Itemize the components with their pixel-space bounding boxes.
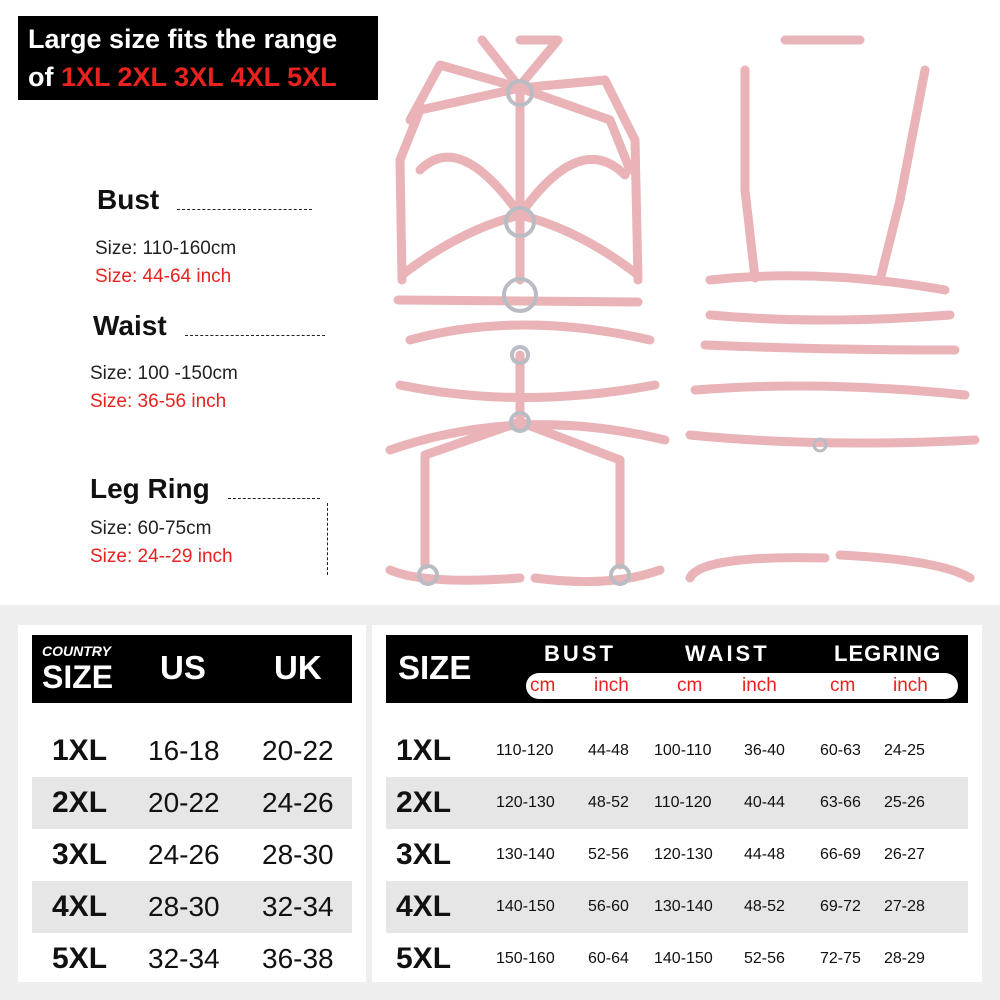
bust-cm-cell: 120-130	[496, 794, 555, 811]
leg-ring-vertical-dash	[327, 503, 328, 575]
us-size-cell: 32-34	[148, 943, 220, 974]
back-band-1	[710, 276, 945, 290]
legring-group-label: LEGRING	[834, 641, 942, 666]
front-waist-band-1	[398, 300, 638, 302]
bust-inch-cell: 48-52	[588, 794, 629, 811]
bust-group-label: BUST	[544, 641, 616, 666]
bust-dash-line	[177, 209, 312, 210]
waist-cm-cell: 120-130	[654, 846, 713, 863]
unit-label: cm	[530, 675, 556, 696]
bust-inch-cell: 60-64	[588, 950, 629, 967]
us-header-label: US	[160, 649, 206, 686]
uk-header-label: UK	[274, 649, 322, 686]
leg-inch-cell: 27-28	[884, 898, 925, 915]
uk-size-cell: 36-38	[262, 943, 334, 974]
back-band-5	[690, 435, 975, 443]
measurement-size-label: SIZE	[398, 649, 472, 686]
size-cell: 4XL	[52, 890, 108, 923]
table-row	[32, 881, 352, 933]
waist-cm-cell: 140-150	[654, 950, 713, 967]
back-leg-rings	[690, 555, 970, 578]
front-left-outer-strap	[400, 88, 520, 280]
waist-inch-cell: 40-44	[744, 794, 785, 811]
unit-label: cm	[677, 675, 703, 696]
leg-ring-inch: Size: 24--29 inch	[90, 546, 233, 567]
table-row	[32, 725, 352, 777]
back-left-strap	[745, 70, 755, 278]
leg-cm-cell: 63-66	[820, 794, 861, 811]
unit-bar	[526, 673, 958, 699]
back-band-2	[710, 315, 950, 320]
front-leg-rings	[390, 570, 660, 582]
bust-inch-cell: 52-56	[588, 846, 629, 863]
size-cell: 2XL	[396, 786, 452, 819]
waist-cm-cell: 130-140	[654, 898, 713, 915]
country-size-table	[18, 625, 366, 982]
us-size-cell: 28-30	[148, 891, 220, 922]
banner-prefix: of	[28, 62, 61, 92]
bust-inch-cell: 44-48	[588, 742, 629, 759]
uk-size-cell: 24-26	[262, 787, 334, 818]
unit-label: inch	[594, 675, 629, 696]
front-leg-straps	[425, 422, 620, 565]
us-size-cell: 20-22	[148, 787, 220, 818]
table-row	[32, 933, 352, 985]
leg-cm-cell: 60-63	[820, 742, 861, 759]
bust-inch-cell: 56-60	[588, 898, 629, 915]
unit-label: cm	[830, 675, 856, 696]
bust-cm-cell: 130-140	[496, 846, 555, 863]
leg-ring-title: Leg Ring	[90, 473, 210, 504]
us-size-cell: 16-18	[148, 735, 220, 766]
measurement-size-table	[372, 625, 982, 982]
leg-cm-cell: 66-69	[820, 846, 861, 863]
size-cell: 1XL	[396, 734, 452, 767]
bust-title: Bust	[97, 184, 160, 215]
size-cell: 2XL	[52, 786, 108, 819]
front-waist-band-2	[410, 325, 650, 340]
waist-title: Waist	[93, 310, 167, 341]
back-band-4	[695, 386, 965, 395]
size-range-banner	[18, 16, 378, 100]
measurement-header	[386, 635, 968, 703]
leg-ring-dash-line	[228, 498, 320, 499]
unit-label: inch	[893, 675, 928, 696]
leg-inch-cell: 24-25	[884, 742, 925, 759]
front-waist-band-3	[400, 385, 655, 398]
country-size-header	[32, 635, 352, 703]
bust-measurement	[97, 184, 312, 216]
size-header-label: SIZE	[42, 659, 114, 695]
bust-cm-cell: 150-160	[496, 950, 555, 967]
waist-inch-cell: 44-48	[744, 846, 785, 863]
leg-ring-measurement	[90, 473, 320, 505]
table-row	[386, 881, 968, 933]
table-row	[386, 829, 968, 881]
waist-inch-cell: 52-56	[744, 950, 785, 967]
leg-cm-cell: 69-72	[820, 898, 861, 915]
leg-inch-cell: 28-29	[884, 950, 925, 967]
bust-inch: Size: 44-64 inch	[95, 266, 232, 287]
leg-inch-cell: 25-26	[884, 794, 925, 811]
uk-size-cell: 20-22	[262, 735, 334, 766]
waist-values	[90, 353, 238, 413]
us-size-cell: 24-26	[148, 839, 220, 870]
size-cell: 4XL	[396, 890, 452, 923]
waist-inch-cell: 48-52	[744, 898, 785, 915]
waist-inch: Size: 36-56 inch	[90, 391, 227, 412]
waist-cm-cell: 110-120	[654, 794, 712, 811]
bust-values	[95, 228, 236, 288]
bust-cm-cell: 110-120	[496, 742, 554, 759]
banner-line-2	[28, 58, 378, 96]
uk-size-cell: 28-30	[262, 839, 334, 870]
size-cell: 3XL	[52, 838, 108, 871]
size-cell: 1XL	[52, 734, 108, 767]
bust-cm-cell: 140-150	[496, 898, 555, 915]
banner-sizes: 1XL 2XL 3XL 4XL 5XL	[61, 62, 337, 92]
waist-cm: Size: 100 -150cm	[90, 363, 238, 384]
size-cell: 5XL	[396, 942, 452, 975]
table-row	[386, 933, 968, 985]
waist-group-label: WAIST	[685, 641, 770, 666]
uk-size-cell: 32-34	[262, 891, 334, 922]
leg-cm-cell: 72-75	[820, 950, 861, 967]
back-band-3	[705, 345, 955, 350]
waist-dash-line	[185, 335, 325, 336]
table-row	[32, 777, 352, 829]
back-harness	[690, 40, 975, 578]
size-chart-section	[0, 605, 1000, 1000]
bust-cm: Size: 110-160cm	[95, 238, 237, 259]
table-row	[386, 777, 968, 829]
harness-product-image	[380, 10, 990, 600]
table-row	[386, 725, 968, 777]
banner-line-1: Large size fits the range	[28, 24, 338, 54]
waist-inch-cell: 36-40	[744, 742, 785, 759]
unit-label: inch	[742, 675, 777, 696]
leg-inch-cell: 26-27	[884, 846, 925, 863]
table-row	[32, 829, 352, 881]
size-cell: 5XL	[52, 942, 108, 975]
country-label: COUNTRY	[42, 643, 111, 659]
waist-measurement	[93, 310, 325, 342]
leg-ring-cm: Size: 60-75cm	[90, 518, 212, 539]
size-cell: 3XL	[396, 838, 452, 871]
leg-ring-values	[90, 518, 233, 568]
back-right-strap	[880, 70, 925, 280]
waist-cm-cell: 100-110	[654, 742, 712, 759]
